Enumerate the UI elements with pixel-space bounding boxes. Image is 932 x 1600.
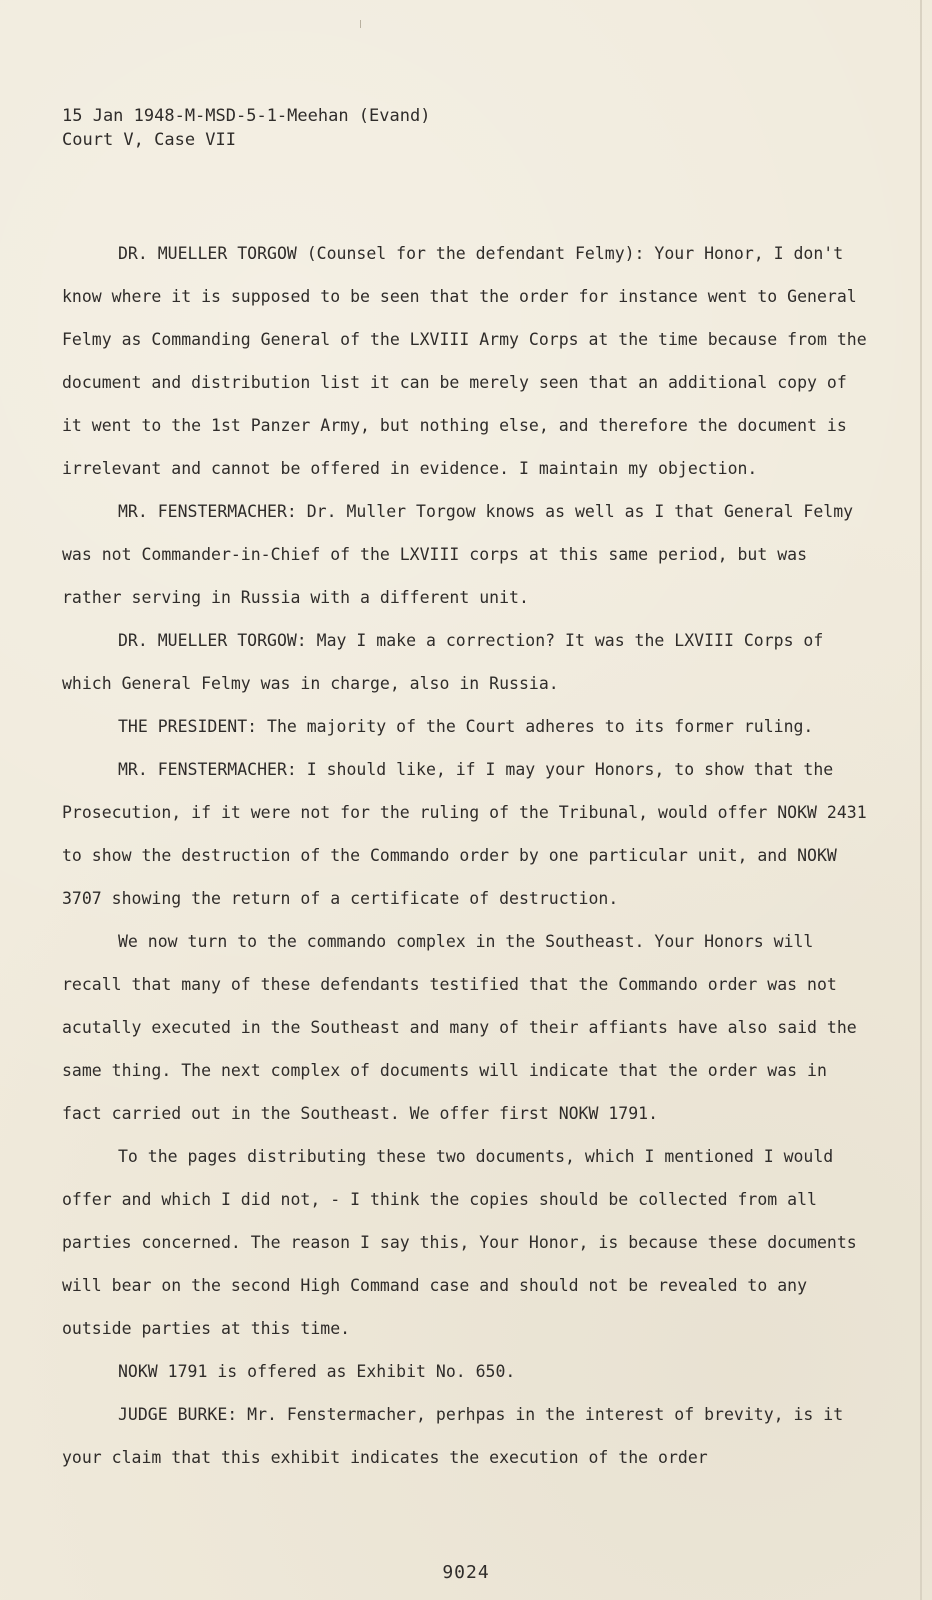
header-court-line: Court V, Case VII — [62, 130, 236, 150]
header-date-line: 15 Jan 1948-M-MSD-5-1-Meehan (Evand) — [62, 106, 431, 126]
page-number: 9024 — [442, 1562, 490, 1583]
paragraph-exhibit-offer: NOKW 1791 is offered as Exhibit No. 650. — [118, 1362, 516, 1381]
paragraph-fenstermacher-offer: MR. FENSTERMACHER: I should like, if I may your Honors, to show that the Prosecution, if it were not for the ruling of the Tribunal, would offer NOKW 2431 to show the destruction of the Commando order by one particular unit, and NOKW 3707 showing the return of a certificate of destruction. — [62, 760, 867, 908]
paragraph-judge-burke: JUDGE BURKE: Mr. Fenstermacher, perhpas in the interest of brevity, is it your claim that this exhibit indicates the execution of the order — [62, 1405, 844, 1467]
paragraph-collect-copies: To the pages distributing these two documents, which I mentioned I would offer and which I did not, - I think the copies should be collected from all parties concerned. The reason I say this, Your Honor, is because these documents will bear on the second High Command case and should not be revealed to any outside parties at this time. — [62, 1147, 857, 1338]
transcript-body — [62, 232, 872, 1479]
paragraph-president-ruling: THE PRESIDENT: The majority of the Court adheres to its former ruling. — [118, 717, 814, 736]
document-header — [62, 104, 430, 152]
page-mark — [360, 20, 361, 28]
page-edge — [920, 0, 922, 1600]
paragraph-mueller-torgow-correction: DR. MUELLER TORGOW: May I make a correction? It was the LXVIII Corps of which General Felmy was in charge, also in Russia. — [62, 631, 824, 693]
paragraph-southeast-complex: We now turn to the commando complex in the Southeast. Your Honors will recall that many of these defendants testified that the Commando order was not acutally executed in the Southeast and many of their affiants have also said the same thing. The next complex of documents will indicate that the order was in fact carried out in the Southeast. We offer first NOKW 1791. — [62, 932, 857, 1123]
paragraph-fenstermacher-reply: MR. FENSTERMACHER: Dr. Muller Torgow knows as well as I that General Felmy was not Commander-in-Chief of the LXVIII corps at this same period, but was rather serving in Russia with a different unit. — [62, 502, 854, 607]
paragraph-mueller-torgow-objection: DR. MUELLER TORGOW (Counsel for the defendant Felmy): Your Honor, I don't know where it is supposed to be seen that the order for instance went to General Felmy as Commanding General of the LXVIII Army Corps at the time because from the document and distribution list it can be merely seen that an additional copy of it went to the 1st Panzer Army, but nothing else, and therefore the document is irrelevant and cannot be offered in evidence. I maintain my objection. — [62, 244, 867, 478]
